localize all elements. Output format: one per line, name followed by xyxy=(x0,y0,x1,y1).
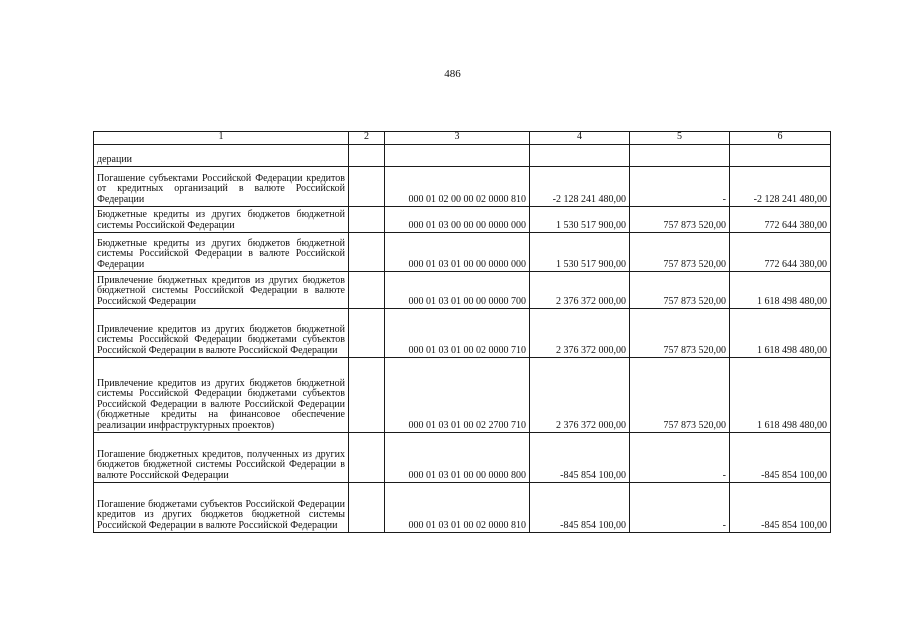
row-code: 000 01 03 01 00 00 0000 700 xyxy=(385,272,530,309)
table-header-row xyxy=(94,132,831,145)
row-value-6 xyxy=(730,145,831,167)
row-col2 xyxy=(349,207,385,233)
row-name: Погашение бюджетами субъектов Российской Федерации кредитов из других бюджетов бюджетной системы Российской Федерации в валюте Российской Федерации xyxy=(94,483,349,533)
row-value-6: -845 854 100,00 xyxy=(730,483,831,533)
row-value-5: 757 873 520,00 xyxy=(630,233,730,272)
row-col2 xyxy=(349,145,385,167)
row-value-6: -2 128 241 480,00 xyxy=(730,167,831,207)
row-col2 xyxy=(349,309,385,358)
row-value-4: 1 530 517 900,00 xyxy=(530,207,630,233)
row-code: 000 01 03 01 00 02 0000 810 xyxy=(385,483,530,533)
header-col-6: 6 xyxy=(730,132,831,145)
row-col2 xyxy=(349,358,385,433)
table-row xyxy=(94,358,831,433)
row-col2 xyxy=(349,433,385,483)
row-name: Бюджетные кредиты из других бюджетов бюджетной системы Российской Федерации xyxy=(94,207,349,233)
row-code: 000 01 03 01 00 02 0000 710 xyxy=(385,309,530,358)
row-value-4 xyxy=(530,145,630,167)
table-row xyxy=(94,145,831,167)
row-name: Погашение бюджетных кредитов, полученных из других бюджетов бюджетной системы Российской Федерации в валюте Российской Федерации xyxy=(94,433,349,483)
row-col2 xyxy=(349,233,385,272)
row-name: Привлечение бюджетных кредитов из других бюджетов бюджетной системы Российской Федерации в валюте Российской Федерации xyxy=(94,272,349,309)
row-name: Привлечение кредитов из других бюджетов бюджетной системы Российской Федерации бюджетами субъектов Российской Федерации в валюте Российской Федерации xyxy=(94,309,349,358)
row-value-6: 772 644 380,00 xyxy=(730,233,831,272)
row-value-5 xyxy=(630,145,730,167)
row-name: Бюджетные кредиты из других бюджетов бюджетной системы Российской Федерации в валюте Российской Федерации xyxy=(94,233,349,272)
row-value-6: 1 618 498 480,00 xyxy=(730,358,831,433)
page-number: 486 xyxy=(444,68,461,80)
table-row xyxy=(94,483,831,533)
row-value-4: 2 376 372 000,00 xyxy=(530,358,630,433)
row-value-5: 757 873 520,00 xyxy=(630,358,730,433)
budget-sources-table xyxy=(93,131,831,533)
row-value-4: -845 854 100,00 xyxy=(530,483,630,533)
row-value-6: 1 618 498 480,00 xyxy=(730,272,831,309)
row-col2 xyxy=(349,483,385,533)
header-col-3: 3 xyxy=(385,132,530,145)
header-col-2: 2 xyxy=(349,132,385,145)
row-code xyxy=(385,145,530,167)
header-col-1: 1 xyxy=(94,132,349,145)
row-value-4: -845 854 100,00 xyxy=(530,433,630,483)
row-value-4: -2 128 241 480,00 xyxy=(530,167,630,207)
table-row xyxy=(94,309,831,358)
row-value-5: 757 873 520,00 xyxy=(630,207,730,233)
table-row xyxy=(94,233,831,272)
row-value-5: - xyxy=(630,483,730,533)
row-value-4: 2 376 372 000,00 xyxy=(530,309,630,358)
row-name: Погашение субъектами Российской Федерации кредитов от кредитных организаций в валюте Российской Федерации xyxy=(94,167,349,207)
row-name: Привлечение кредитов из других бюджетов бюджетной системы Российской Федерации бюджетами субъектов Российской Федерации в валюте Российской Федерации (бюджетные кредиты на финансовое обеспечение реализации инфраструктурных проектов) xyxy=(94,358,349,433)
row-col2 xyxy=(349,272,385,309)
header-col-4: 4 xyxy=(530,132,630,145)
table-row xyxy=(94,433,831,483)
row-value-5: 757 873 520,00 xyxy=(630,309,730,358)
table-row xyxy=(94,272,831,309)
row-value-5: - xyxy=(630,433,730,483)
table-row xyxy=(94,167,831,207)
row-value-5: - xyxy=(630,167,730,207)
row-value-4: 1 530 517 900,00 xyxy=(530,233,630,272)
row-value-6: 772 644 380,00 xyxy=(730,207,831,233)
row-code: 000 01 03 00 00 00 0000 000 xyxy=(385,207,530,233)
row-value-6: -845 854 100,00 xyxy=(730,433,831,483)
row-code: 000 01 02 00 00 02 0000 810 xyxy=(385,167,530,207)
row-value-4: 2 376 372 000,00 xyxy=(530,272,630,309)
row-col2 xyxy=(349,167,385,207)
row-code: 000 01 03 01 00 02 2700 710 xyxy=(385,358,530,433)
row-value-6: 1 618 498 480,00 xyxy=(730,309,831,358)
header-col-5: 5 xyxy=(630,132,730,145)
row-value-5: 757 873 520,00 xyxy=(630,272,730,309)
row-name: дерации xyxy=(94,145,349,167)
row-code: 000 01 03 01 00 00 0000 000 xyxy=(385,233,530,272)
table-row xyxy=(94,207,831,233)
row-code: 000 01 03 01 00 00 0000 800 xyxy=(385,433,530,483)
